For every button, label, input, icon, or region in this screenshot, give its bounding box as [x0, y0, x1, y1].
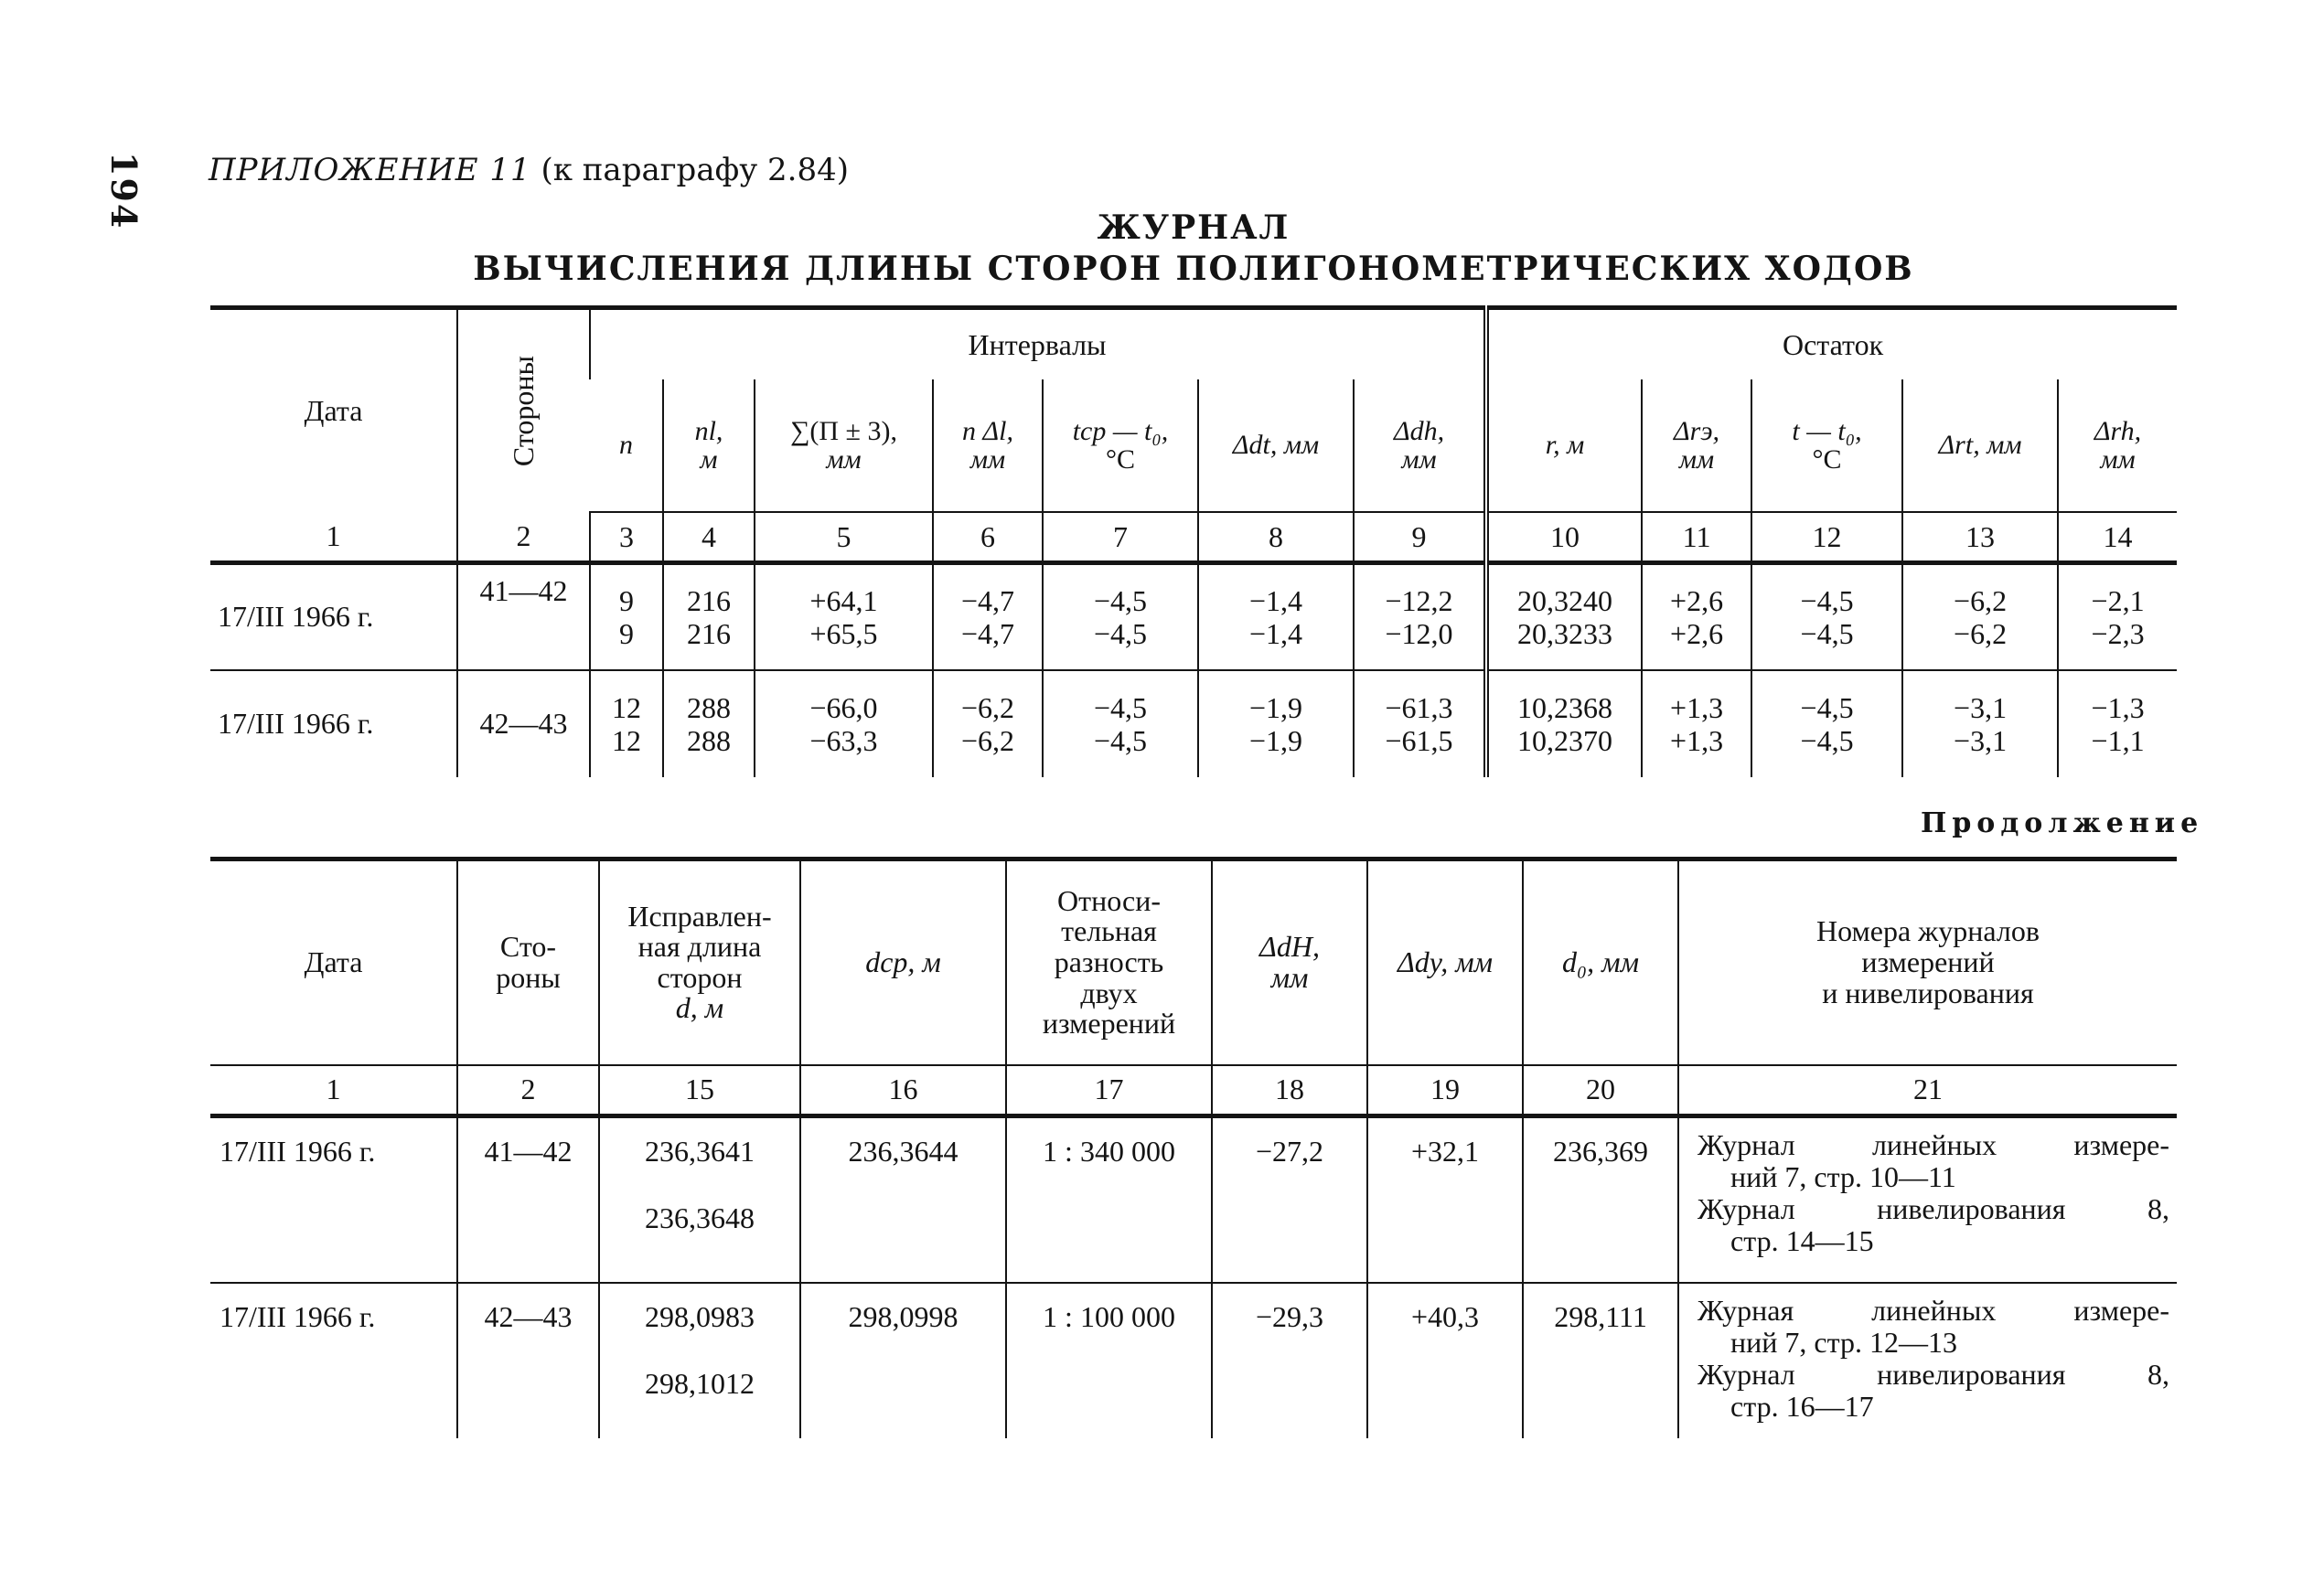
cell-tcp: −4,5 −4,5 — [1043, 670, 1198, 777]
row-date: 17/III 1966 г. — [220, 1134, 376, 1168]
cell-dcp: 298,0998 — [800, 1283, 1006, 1438]
col-num: 6 — [933, 512, 1043, 563]
col-num: 16 — [800, 1065, 1006, 1116]
col-num: 13 — [1902, 512, 2058, 563]
appendix-heading — [209, 152, 849, 188]
col-num: 8 — [1198, 512, 1354, 563]
cell-ddn: −29,3 — [1212, 1283, 1367, 1438]
header-relative-diff: Относи- тельная разность двух измерений — [1006, 859, 1212, 1065]
cell-d0: 298,111 — [1523, 1283, 1678, 1438]
table-row — [210, 1115, 2177, 1283]
cell-ddt: −1,4 −1,4 — [1198, 563, 1354, 670]
header-ddn: ΔdH, мм — [1212, 859, 1367, 1065]
cell-n: 12 12 — [590, 670, 663, 777]
header-d0: d₀, мм — [1523, 859, 1678, 1065]
cell-corrected-length: 298,0983 298,1012 — [599, 1283, 800, 1438]
cell-journal-refs: Журная линейных измере- ний 7, стр. 12—13 Журнал нивелирования 8, стр. 16—17 — [1678, 1283, 2177, 1438]
header-ndl: n Δl, мм — [933, 379, 1043, 512]
header-sides-label: Стороны — [507, 355, 540, 467]
page-number: 194 — [103, 152, 145, 230]
col-num: 1 — [210, 1065, 457, 1116]
col-num: 2 — [457, 512, 590, 563]
col-num: 9 — [1354, 512, 1486, 563]
cell-journal-refs: Журнал линейных измере- ний 7, стр. 10—11 Журнал нивелирования 8, стр. 14—15 — [1678, 1115, 2177, 1283]
cell-d0: 236,369 — [1523, 1115, 1678, 1283]
cell-ddy: +32,1 — [1367, 1115, 1523, 1283]
cell-tcp: −4,5 −4,5 — [1043, 563, 1198, 670]
cell-relative-diff: 1 : 340 000 — [1006, 1115, 1212, 1283]
row-sides: 41—42 — [457, 1115, 599, 1283]
row-date: 17/III 1966 г. — [210, 670, 457, 777]
header-ddy: Δdy, мм — [1367, 859, 1523, 1065]
row-sides: 42—43 — [457, 1283, 599, 1438]
header-sides: Сто- роны — [457, 859, 599, 1065]
column-numbers-row — [210, 1065, 2177, 1116]
continuation-label: Продолжение — [1921, 807, 2204, 839]
cell-drt: −3,1 −3,1 — [1902, 670, 2058, 777]
col-num: 4 — [663, 512, 755, 563]
header-dcp: dср, м — [800, 859, 1006, 1065]
col-num: 7 — [1043, 512, 1198, 563]
col-num: 1 — [210, 512, 457, 563]
cell-r: 10,2368 10,2370 — [1486, 670, 1642, 777]
row-sides: 41—42 — [457, 563, 590, 670]
col-num: 2 — [457, 1065, 599, 1116]
row-date: 17/III 1966 г. — [210, 1283, 457, 1438]
cell-ddn: −27,2 — [1212, 1115, 1367, 1283]
cell-relative-diff: 1 : 100 000 — [1006, 1283, 1212, 1438]
header-sides — [457, 308, 590, 513]
cell-dcp: 236,3644 — [800, 1115, 1006, 1283]
journal-title: ЖУРНАЛ — [1097, 208, 1291, 247]
cell-drh: −1,3 −1,1 — [2058, 670, 2177, 777]
cell-n: 9 9 — [590, 563, 663, 670]
table-row — [210, 670, 2177, 777]
header-journal-numbers: Номера журналов измерений и нивелирования — [1678, 859, 2177, 1065]
cell-drt: −6,2 −6,2 — [1902, 563, 2058, 670]
cell-drh: −2,1 −2,3 — [2058, 563, 2177, 670]
continuation-table — [210, 857, 2177, 1438]
cell-ddh: −12,2 −12,0 — [1354, 563, 1486, 670]
col-num: 3 — [590, 512, 663, 563]
header-dre: Δrэ, мм — [1642, 379, 1751, 512]
row-sides: 42—43 — [457, 670, 590, 777]
col-num: 18 — [1212, 1065, 1367, 1116]
header-r: r, м — [1486, 379, 1642, 512]
appendix-reference: (к параграфу 2.84) — [541, 152, 849, 188]
cell-dre: +2,6 +2,6 — [1642, 563, 1751, 670]
cell-sum: −66,0 −63,3 — [755, 670, 933, 777]
header-n: n — [590, 379, 663, 512]
row-date: 17/III 1966 г. — [218, 600, 374, 634]
cell-ndl: −6,2 −6,2 — [933, 670, 1043, 777]
cell-ddy: +40,3 — [1367, 1283, 1523, 1438]
col-num: 20 — [1523, 1065, 1678, 1116]
col-num: 10 — [1486, 512, 1642, 563]
header-sum: ∑(П ± 3), мм — [755, 379, 933, 512]
header-tt0: t — t₀, °C — [1751, 379, 1902, 512]
header-drh: Δrh, мм — [2058, 379, 2177, 512]
header-ddh: Δdh, мм — [1354, 379, 1486, 512]
cell-corrected-length: 236,3641 236,3648 — [599, 1115, 800, 1283]
cell-ddh: −61,3 −61,5 — [1354, 670, 1486, 777]
cell-dre: +1,3 +1,3 — [1642, 670, 1751, 777]
cell-r: 20,3240 20,3233 — [1486, 563, 1642, 670]
col-num: 15 — [599, 1065, 800, 1116]
header-tcp: tср — t₀, °C — [1043, 379, 1198, 512]
col-num: 21 — [1678, 1065, 2177, 1116]
col-num: 12 — [1751, 512, 1902, 563]
cell-ndl: −4,7 −4,7 — [933, 563, 1043, 670]
cell-nl: 216 216 — [663, 563, 755, 670]
column-numbers-row — [210, 512, 2177, 563]
journal-subtitle: ВЫЧИСЛЕНИЯ ДЛИНЫ СТОРОН ПОЛИГОНОМЕТРИЧЕСКИХ ХОДОВ — [473, 250, 1914, 288]
header-date: Дата — [210, 859, 457, 1065]
col-num: 11 — [1642, 512, 1751, 563]
col-num: 17 — [1006, 1065, 1212, 1116]
header-intervals: Интервалы — [590, 308, 1486, 380]
cell-tt0: −4,5 −4,5 — [1751, 563, 1902, 670]
header-date: Дата — [210, 308, 457, 513]
table-row — [210, 1283, 2177, 1438]
header-remainder: Остаток — [1486, 308, 2177, 380]
cell-nl: 288 288 — [663, 670, 755, 777]
header-ddt: Δdt, мм — [1198, 379, 1354, 512]
cell-tt0: −4,5 −4,5 — [1751, 670, 1902, 777]
header-nl: nl, м — [663, 379, 755, 512]
cell-ddt: −1,9 −1,9 — [1198, 670, 1354, 777]
cell-sum: +64,1 +65,5 — [755, 563, 933, 670]
col-num: 5 — [755, 512, 933, 563]
header-drt: Δrt, мм — [1902, 379, 2058, 512]
header-corrected-length: Исправлен- ная длина сторон d, м — [599, 859, 800, 1065]
col-num: 19 — [1367, 1065, 1523, 1116]
calculation-table — [210, 305, 2177, 777]
appendix-label: ПРИЛОЖЕНИЕ 11 — [209, 152, 531, 188]
table-row — [210, 563, 2177, 670]
col-num: 14 — [2058, 512, 2177, 563]
